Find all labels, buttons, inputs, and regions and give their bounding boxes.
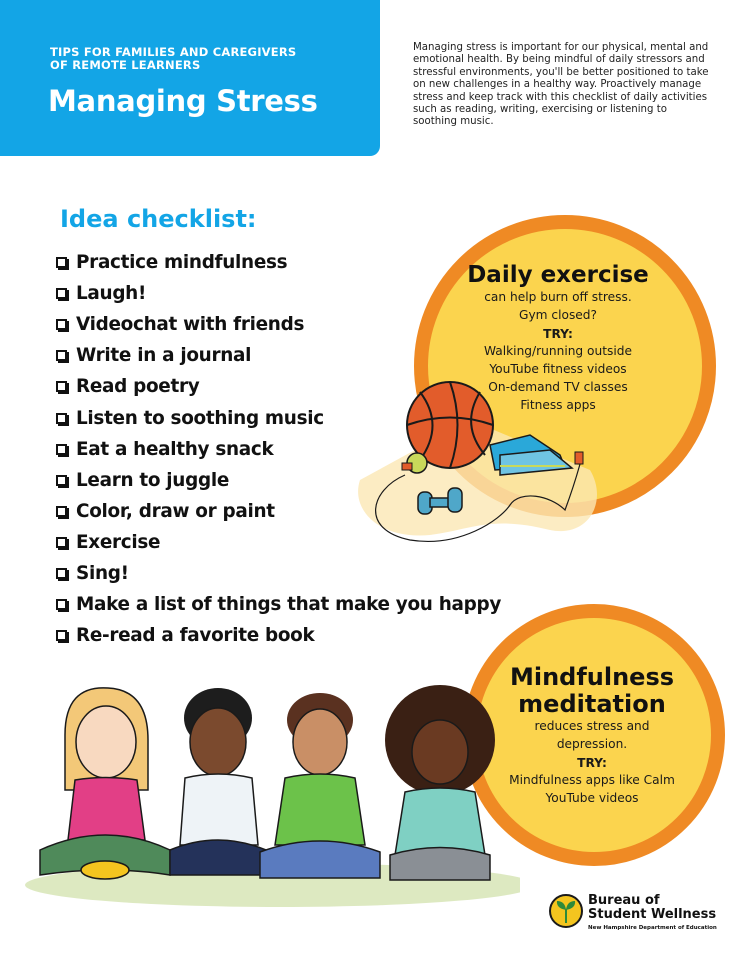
checkbox-icon[interactable] — [56, 350, 67, 361]
checklist-item-label: Videochat with friends — [76, 314, 305, 336]
eyebrow-line-2: OF REMOTE LEARNERS — [50, 58, 201, 72]
checkbox-icon[interactable] — [56, 630, 67, 641]
exercise-suggestion: Fitness apps — [520, 398, 596, 412]
checkbox-icon[interactable] — [56, 413, 67, 424]
checklist-item-label: Sing! — [76, 562, 129, 584]
checkbox-icon[interactable] — [56, 257, 67, 268]
mindfulness-heading-line-2: meditation — [518, 690, 666, 718]
checklist-item-label: Exercise — [76, 531, 161, 553]
mindfulness-subtext-2: depression. — [556, 736, 628, 751]
checklist-item-label: Learn to juggle — [76, 469, 229, 491]
checklist-item-label: Color, draw or paint — [76, 500, 275, 522]
checkbox-icon[interactable] — [56, 475, 67, 486]
meditating-children-illustration — [20, 680, 520, 910]
child-4-figure — [385, 685, 495, 880]
bureau-logo-text — [588, 894, 717, 932]
mindfulness-heading-line-1: Mindfulness — [509, 663, 675, 691]
checklist-item[interactable] — [56, 589, 501, 620]
exercise-suggestion: On-demand TV classes — [488, 380, 628, 394]
checkbox-icon[interactable] — [56, 444, 67, 455]
exercise-subtext-2: Gym closed? — [519, 307, 597, 322]
checklist-item-label: Practice mindfulness — [76, 252, 288, 274]
checklist-title: Idea checklist: — [60, 205, 257, 233]
eyebrow-line-1: TIPS FOR FAMILIES AND CAREGIVERS — [50, 45, 297, 59]
bureau-logo-icon — [548, 893, 584, 929]
logo-line-1: Bureau of — [588, 893, 660, 908]
checkbox-icon[interactable] — [56, 381, 67, 392]
checklist-item-label: Listen to soothing music — [76, 407, 324, 429]
checklist-item-label: Laugh! — [76, 283, 147, 305]
child-1-figure — [40, 688, 170, 879]
checklist-item-label: Read poetry — [76, 376, 200, 398]
mindfulness-suggestion: Mindfulness apps like Calm — [509, 773, 675, 787]
checkbox-icon[interactable] — [56, 537, 67, 548]
exercise-equipment-illustration — [350, 380, 610, 550]
intro-paragraph: Managing stress is important for our physical, mental and emotional health. By being mindful of daily stressors and stressful environments, you'll be better positioned to take on new challenges in a healthy way. Proactively manage stress and keep track with this checklist of daily activities such as reading, writing, exercising or listening to soothing music. — [413, 42, 709, 128]
mindfulness-try-label: TRY: — [577, 756, 607, 770]
header-banner — [0, 0, 380, 156]
exercise-subtext-1: can help burn off stress. — [484, 290, 632, 304]
checkbox-icon[interactable] — [56, 568, 67, 579]
child-2-figure — [170, 688, 266, 875]
mindfulness-suggestion: YouTube videos — [545, 791, 639, 805]
checklist-item[interactable] — [56, 247, 501, 278]
checklist-item-label: Make a list of things that make you happy — [76, 594, 502, 616]
checklist-item[interactable] — [56, 558, 501, 589]
mindfulness-subtext-1: reduces stress and — [534, 719, 650, 733]
jump-rope-handle-icon — [402, 463, 412, 470]
checklist-item[interactable] — [56, 620, 501, 651]
logo-subtitle: New Hampshire Department of Education — [588, 925, 717, 931]
checkbox-icon[interactable] — [56, 506, 67, 517]
eyebrow-text — [50, 46, 360, 72]
exercise-suggestion: YouTube fitness videos — [489, 362, 627, 376]
checkbox-icon[interactable] — [56, 319, 67, 330]
child-3-figure — [260, 693, 380, 878]
checklist-item-label: Write in a journal — [76, 345, 252, 367]
checklist-item-label: Re-read a favorite book — [76, 625, 315, 647]
logo-line-2: Student Wellness — [588, 907, 717, 922]
checklist-item-label: Eat a healthy snack — [76, 438, 274, 460]
checkbox-icon[interactable] — [56, 288, 67, 299]
page-title: Managing Stress — [48, 84, 318, 118]
exercise-try-label: TRY: — [543, 327, 573, 341]
jump-rope-handle-icon — [575, 452, 583, 464]
exercise-heading: Daily exercise — [467, 262, 649, 288]
checkbox-icon[interactable] — [56, 599, 67, 610]
exercise-suggestion: Walking/running outside — [484, 344, 632, 358]
